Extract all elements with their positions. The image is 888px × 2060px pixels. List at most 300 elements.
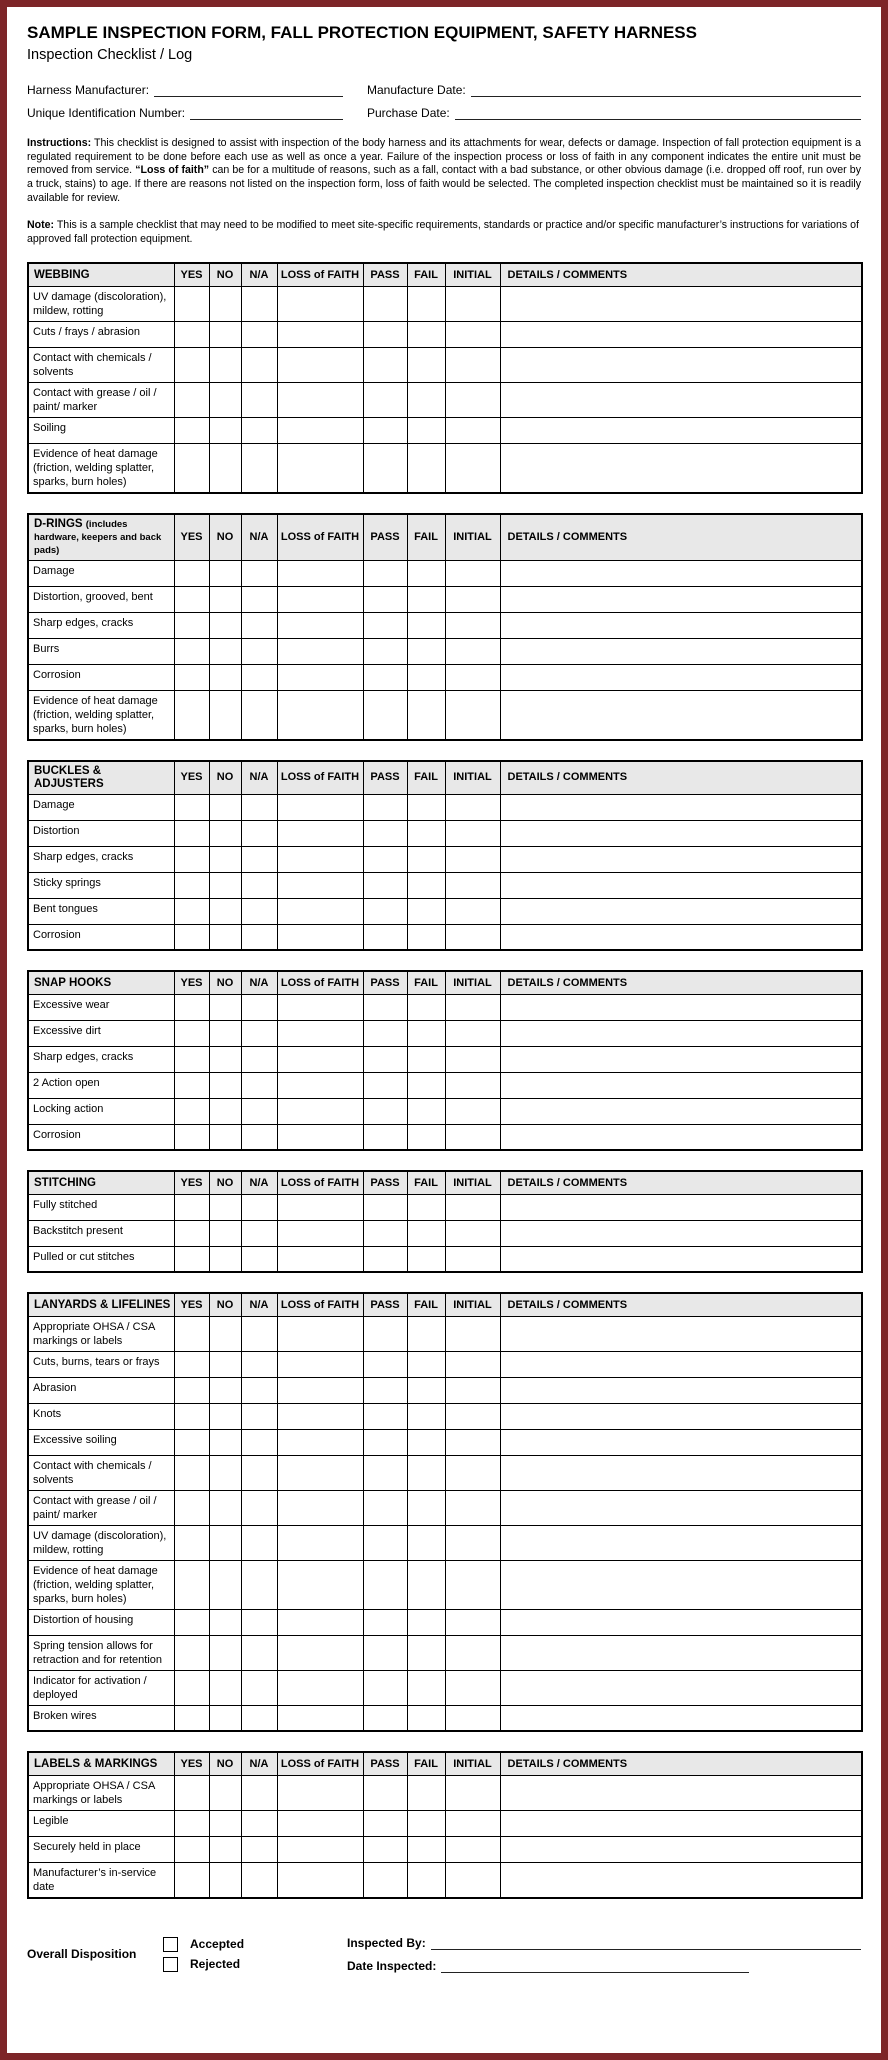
cell-na[interactable] [241, 638, 277, 664]
cell-details[interactable] [500, 1775, 862, 1810]
cell-no[interactable] [209, 1705, 241, 1731]
cell-yes[interactable] [174, 1194, 209, 1220]
cell-pass[interactable] [363, 1560, 407, 1609]
cell-details[interactable] [500, 1862, 862, 1898]
cell-details[interactable] [500, 1316, 862, 1351]
cell-no[interactable] [209, 1810, 241, 1836]
cell-initial[interactable] [445, 382, 500, 417]
cell-yes[interactable] [174, 1072, 209, 1098]
cell-details[interactable] [500, 1810, 862, 1836]
cell-na[interactable] [241, 1194, 277, 1220]
cell-yes[interactable] [174, 1455, 209, 1490]
cell-no[interactable] [209, 1775, 241, 1810]
cell-yes[interactable] [174, 1810, 209, 1836]
cell-yes[interactable] [174, 1020, 209, 1046]
cell-no[interactable] [209, 1124, 241, 1150]
cell-yes[interactable] [174, 1351, 209, 1377]
cell-details[interactable] [500, 1635, 862, 1670]
cell-na[interactable] [241, 1810, 277, 1836]
cell-fail[interactable] [407, 1316, 445, 1351]
cell-initial[interactable] [445, 1351, 500, 1377]
cell-yes[interactable] [174, 1490, 209, 1525]
cell-fail[interactable] [407, 1124, 445, 1150]
cell-fail[interactable] [407, 638, 445, 664]
cell-pass[interactable] [363, 286, 407, 321]
cell-no[interactable] [209, 443, 241, 493]
cell-na[interactable] [241, 794, 277, 820]
cell-no[interactable] [209, 1072, 241, 1098]
cell-initial[interactable] [445, 321, 500, 347]
cell-initial[interactable] [445, 872, 500, 898]
cell-yes[interactable] [174, 924, 209, 950]
cell-na[interactable] [241, 1124, 277, 1150]
cell-no[interactable] [209, 1316, 241, 1351]
cell-initial[interactable] [445, 1377, 500, 1403]
cell-no[interactable] [209, 1377, 241, 1403]
cell-initial[interactable] [445, 690, 500, 740]
cell-initial[interactable] [445, 1705, 500, 1731]
cell-na[interactable] [241, 1525, 277, 1560]
cell-pass[interactable] [363, 1775, 407, 1810]
cell-initial[interactable] [445, 1609, 500, 1635]
cell-loss-of-faith[interactable] [277, 1124, 363, 1150]
cell-loss-of-faith[interactable] [277, 382, 363, 417]
cell-fail[interactable] [407, 1836, 445, 1862]
cell-details[interactable] [500, 382, 862, 417]
cell-yes[interactable] [174, 1635, 209, 1670]
cell-details[interactable] [500, 1705, 862, 1731]
cell-yes[interactable] [174, 1124, 209, 1150]
cell-yes[interactable] [174, 1316, 209, 1351]
cell-details[interactable] [500, 1609, 862, 1635]
cell-details[interactable] [500, 286, 862, 321]
cell-no[interactable] [209, 1490, 241, 1525]
cell-no[interactable] [209, 872, 241, 898]
cell-pass[interactable] [363, 321, 407, 347]
cell-na[interactable] [241, 1775, 277, 1810]
cell-yes[interactable] [174, 664, 209, 690]
cell-pass[interactable] [363, 1072, 407, 1098]
cell-initial[interactable] [445, 560, 500, 586]
cell-na[interactable] [241, 1098, 277, 1124]
cell-fail[interactable] [407, 1810, 445, 1836]
cell-fail[interactable] [407, 1670, 445, 1705]
cell-no[interactable] [209, 1609, 241, 1635]
cell-loss-of-faith[interactable] [277, 1194, 363, 1220]
cell-na[interactable] [241, 1490, 277, 1525]
cell-no[interactable] [209, 1351, 241, 1377]
cell-details[interactable] [500, 417, 862, 443]
cell-loss-of-faith[interactable] [277, 417, 363, 443]
cell-loss-of-faith[interactable] [277, 1609, 363, 1635]
cell-pass[interactable] [363, 1670, 407, 1705]
cell-yes[interactable] [174, 1098, 209, 1124]
cell-pass[interactable] [363, 994, 407, 1020]
cell-initial[interactable] [445, 1046, 500, 1072]
cell-fail[interactable] [407, 417, 445, 443]
cell-no[interactable] [209, 1429, 241, 1455]
cell-details[interactable] [500, 794, 862, 820]
cell-pass[interactable] [363, 1377, 407, 1403]
cell-yes[interactable] [174, 417, 209, 443]
cell-na[interactable] [241, 690, 277, 740]
cell-loss-of-faith[interactable] [277, 1020, 363, 1046]
cell-fail[interactable] [407, 612, 445, 638]
cell-no[interactable] [209, 898, 241, 924]
cell-na[interactable] [241, 664, 277, 690]
cell-yes[interactable] [174, 560, 209, 586]
cell-loss-of-faith[interactable] [277, 1098, 363, 1124]
cell-pass[interactable] [363, 846, 407, 872]
cell-loss-of-faith[interactable] [277, 560, 363, 586]
cell-initial[interactable] [445, 586, 500, 612]
cell-loss-of-faith[interactable] [277, 872, 363, 898]
cell-no[interactable] [209, 1635, 241, 1670]
cell-pass[interactable] [363, 1862, 407, 1898]
cell-initial[interactable] [445, 417, 500, 443]
cell-no[interactable] [209, 794, 241, 820]
cell-pass[interactable] [363, 1403, 407, 1429]
cell-initial[interactable] [445, 638, 500, 664]
cell-details[interactable] [500, 994, 862, 1020]
cell-yes[interactable] [174, 1560, 209, 1609]
cell-initial[interactable] [445, 347, 500, 382]
cell-fail[interactable] [407, 1072, 445, 1098]
cell-no[interactable] [209, 1220, 241, 1246]
cell-loss-of-faith[interactable] [277, 846, 363, 872]
cell-no[interactable] [209, 382, 241, 417]
cell-na[interactable] [241, 560, 277, 586]
cell-fail[interactable] [407, 1635, 445, 1670]
cell-na[interactable] [241, 1377, 277, 1403]
cell-initial[interactable] [445, 1836, 500, 1862]
cell-details[interactable] [500, 1525, 862, 1560]
cell-na[interactable] [241, 1403, 277, 1429]
cell-fail[interactable] [407, 560, 445, 586]
cell-na[interactable] [241, 1609, 277, 1635]
cell-loss-of-faith[interactable] [277, 1403, 363, 1429]
cell-initial[interactable] [445, 846, 500, 872]
cell-yes[interactable] [174, 638, 209, 664]
cell-fail[interactable] [407, 924, 445, 950]
cell-no[interactable] [209, 417, 241, 443]
cell-initial[interactable] [445, 1455, 500, 1490]
cell-initial[interactable] [445, 612, 500, 638]
cell-details[interactable] [500, 1246, 862, 1272]
cell-details[interactable] [500, 1046, 862, 1072]
cell-pass[interactable] [363, 1046, 407, 1072]
cell-na[interactable] [241, 846, 277, 872]
cell-no[interactable] [209, 321, 241, 347]
cell-fail[interactable] [407, 1429, 445, 1455]
cell-na[interactable] [241, 1429, 277, 1455]
cell-initial[interactable] [445, 1403, 500, 1429]
cell-no[interactable] [209, 1836, 241, 1862]
cell-loss-of-faith[interactable] [277, 586, 363, 612]
cell-details[interactable] [500, 1020, 862, 1046]
cell-pass[interactable] [363, 586, 407, 612]
cell-fail[interactable] [407, 1609, 445, 1635]
cell-fail[interactable] [407, 898, 445, 924]
cell-details[interactable] [500, 347, 862, 382]
cell-initial[interactable] [445, 1810, 500, 1836]
cell-pass[interactable] [363, 1351, 407, 1377]
cell-no[interactable] [209, 586, 241, 612]
cell-na[interactable] [241, 1046, 277, 1072]
cell-fail[interactable] [407, 1525, 445, 1560]
cell-yes[interactable] [174, 1670, 209, 1705]
cell-na[interactable] [241, 1862, 277, 1898]
cell-details[interactable] [500, 1124, 862, 1150]
cell-fail[interactable] [407, 1046, 445, 1072]
cell-no[interactable] [209, 846, 241, 872]
cell-details[interactable] [500, 1351, 862, 1377]
cell-details[interactable] [500, 690, 862, 740]
cell-no[interactable] [209, 1525, 241, 1560]
cell-na[interactable] [241, 443, 277, 493]
cell-loss-of-faith[interactable] [277, 1246, 363, 1272]
cell-pass[interactable] [363, 417, 407, 443]
cell-fail[interactable] [407, 382, 445, 417]
cell-initial[interactable] [445, 1670, 500, 1705]
cell-na[interactable] [241, 417, 277, 443]
cell-no[interactable] [209, 612, 241, 638]
cell-details[interactable] [500, 846, 862, 872]
cell-loss-of-faith[interactable] [277, 638, 363, 664]
cell-initial[interactable] [445, 1490, 500, 1525]
cell-initial[interactable] [445, 443, 500, 493]
cell-yes[interactable] [174, 612, 209, 638]
cell-no[interactable] [209, 820, 241, 846]
cell-details[interactable] [500, 872, 862, 898]
cell-yes[interactable] [174, 820, 209, 846]
cell-details[interactable] [500, 1836, 862, 1862]
cell-yes[interactable] [174, 347, 209, 382]
cell-no[interactable] [209, 1862, 241, 1898]
cell-details[interactable] [500, 612, 862, 638]
cell-loss-of-faith[interactable] [277, 1072, 363, 1098]
cell-no[interactable] [209, 560, 241, 586]
cell-pass[interactable] [363, 1194, 407, 1220]
cell-pass[interactable] [363, 560, 407, 586]
cell-yes[interactable] [174, 898, 209, 924]
cell-pass[interactable] [363, 1455, 407, 1490]
cell-loss-of-faith[interactable] [277, 898, 363, 924]
cell-na[interactable] [241, 347, 277, 382]
cell-pass[interactable] [363, 1020, 407, 1046]
cell-loss-of-faith[interactable] [277, 1705, 363, 1731]
cell-no[interactable] [209, 1670, 241, 1705]
cell-no[interactable] [209, 1046, 241, 1072]
cell-pass[interactable] [363, 1810, 407, 1836]
cell-initial[interactable] [445, 1429, 500, 1455]
cell-fail[interactable] [407, 1775, 445, 1810]
cell-no[interactable] [209, 1455, 241, 1490]
cell-loss-of-faith[interactable] [277, 1377, 363, 1403]
cell-loss-of-faith[interactable] [277, 1670, 363, 1705]
cell-pass[interactable] [363, 690, 407, 740]
cell-initial[interactable] [445, 1124, 500, 1150]
cell-fail[interactable] [407, 1220, 445, 1246]
cell-details[interactable] [500, 1220, 862, 1246]
cell-details[interactable] [500, 924, 862, 950]
cell-loss-of-faith[interactable] [277, 1316, 363, 1351]
unique-id-input[interactable] [190, 106, 343, 120]
cell-details[interactable] [500, 560, 862, 586]
cell-no[interactable] [209, 1560, 241, 1609]
cell-na[interactable] [241, 1836, 277, 1862]
cell-details[interactable] [500, 1455, 862, 1490]
cell-no[interactable] [209, 994, 241, 1020]
cell-initial[interactable] [445, 820, 500, 846]
cell-yes[interactable] [174, 1836, 209, 1862]
cell-fail[interactable] [407, 443, 445, 493]
cell-yes[interactable] [174, 1705, 209, 1731]
cell-initial[interactable] [445, 1775, 500, 1810]
cell-fail[interactable] [407, 1705, 445, 1731]
cell-yes[interactable] [174, 1862, 209, 1898]
cell-loss-of-faith[interactable] [277, 1490, 363, 1525]
cell-fail[interactable] [407, 1351, 445, 1377]
cell-pass[interactable] [363, 1836, 407, 1862]
cell-yes[interactable] [174, 1775, 209, 1810]
cell-pass[interactable] [363, 1246, 407, 1272]
cell-initial[interactable] [445, 286, 500, 321]
cell-fail[interactable] [407, 1377, 445, 1403]
cell-fail[interactable] [407, 1560, 445, 1609]
cell-details[interactable] [500, 820, 862, 846]
cell-loss-of-faith[interactable] [277, 1862, 363, 1898]
cell-initial[interactable] [445, 924, 500, 950]
cell-yes[interactable] [174, 690, 209, 740]
harness-manufacturer-input[interactable] [154, 83, 343, 97]
cell-fail[interactable] [407, 690, 445, 740]
cell-loss-of-faith[interactable] [277, 1429, 363, 1455]
cell-initial[interactable] [445, 1862, 500, 1898]
cell-pass[interactable] [363, 898, 407, 924]
cell-no[interactable] [209, 638, 241, 664]
cell-yes[interactable] [174, 1525, 209, 1560]
cell-fail[interactable] [407, 1403, 445, 1429]
cell-details[interactable] [500, 443, 862, 493]
cell-pass[interactable] [363, 1220, 407, 1246]
cell-loss-of-faith[interactable] [277, 1220, 363, 1246]
manufacture-date-input[interactable] [471, 83, 861, 97]
cell-fail[interactable] [407, 1455, 445, 1490]
cell-yes[interactable] [174, 1609, 209, 1635]
cell-initial[interactable] [445, 1635, 500, 1670]
cell-details[interactable] [500, 1098, 862, 1124]
cell-na[interactable] [241, 994, 277, 1020]
cell-fail[interactable] [407, 1862, 445, 1898]
cell-no[interactable] [209, 1246, 241, 1272]
cell-yes[interactable] [174, 1046, 209, 1072]
inspected-by-input[interactable] [431, 1936, 861, 1950]
cell-yes[interactable] [174, 1403, 209, 1429]
cell-loss-of-faith[interactable] [277, 347, 363, 382]
cell-yes[interactable] [174, 846, 209, 872]
cell-no[interactable] [209, 1194, 241, 1220]
cell-fail[interactable] [407, 1194, 445, 1220]
cell-fail[interactable] [407, 286, 445, 321]
cell-pass[interactable] [363, 382, 407, 417]
cell-initial[interactable] [445, 1194, 500, 1220]
cell-pass[interactable] [363, 612, 407, 638]
cell-pass[interactable] [363, 638, 407, 664]
cell-pass[interactable] [363, 1429, 407, 1455]
cell-loss-of-faith[interactable] [277, 664, 363, 690]
cell-loss-of-faith[interactable] [277, 994, 363, 1020]
cell-fail[interactable] [407, 321, 445, 347]
cell-loss-of-faith[interactable] [277, 1455, 363, 1490]
cell-initial[interactable] [445, 1560, 500, 1609]
cell-loss-of-faith[interactable] [277, 286, 363, 321]
cell-na[interactable] [241, 898, 277, 924]
cell-initial[interactable] [445, 994, 500, 1020]
cell-details[interactable] [500, 1194, 862, 1220]
cell-pass[interactable] [363, 1609, 407, 1635]
cell-details[interactable] [500, 1490, 862, 1525]
cell-loss-of-faith[interactable] [277, 690, 363, 740]
cell-yes[interactable] [174, 1220, 209, 1246]
cell-pass[interactable] [363, 443, 407, 493]
cell-initial[interactable] [445, 1246, 500, 1272]
cell-na[interactable] [241, 382, 277, 417]
cell-na[interactable] [241, 1246, 277, 1272]
rejected-checkbox[interactable] [163, 1957, 178, 1972]
cell-na[interactable] [241, 1351, 277, 1377]
cell-yes[interactable] [174, 443, 209, 493]
cell-yes[interactable] [174, 286, 209, 321]
cell-initial[interactable] [445, 1525, 500, 1560]
cell-no[interactable] [209, 1020, 241, 1046]
cell-yes[interactable] [174, 872, 209, 898]
cell-na[interactable] [241, 1316, 277, 1351]
date-inspected-input[interactable] [441, 1959, 749, 1973]
cell-na[interactable] [241, 1455, 277, 1490]
cell-details[interactable] [500, 1670, 862, 1705]
cell-na[interactable] [241, 321, 277, 347]
cell-na[interactable] [241, 286, 277, 321]
cell-loss-of-faith[interactable] [277, 820, 363, 846]
cell-pass[interactable] [363, 1124, 407, 1150]
cell-na[interactable] [241, 586, 277, 612]
cell-initial[interactable] [445, 1220, 500, 1246]
cell-fail[interactable] [407, 872, 445, 898]
cell-loss-of-faith[interactable] [277, 612, 363, 638]
cell-na[interactable] [241, 1705, 277, 1731]
cell-fail[interactable] [407, 347, 445, 382]
cell-na[interactable] [241, 820, 277, 846]
cell-details[interactable] [500, 1072, 862, 1098]
cell-loss-of-faith[interactable] [277, 443, 363, 493]
cell-fail[interactable] [407, 586, 445, 612]
cell-details[interactable] [500, 1377, 862, 1403]
cell-yes[interactable] [174, 794, 209, 820]
cell-initial[interactable] [445, 664, 500, 690]
cell-yes[interactable] [174, 321, 209, 347]
cell-pass[interactable] [363, 1525, 407, 1560]
cell-pass[interactable] [363, 820, 407, 846]
accepted-checkbox[interactable] [163, 1937, 178, 1952]
cell-pass[interactable] [363, 1316, 407, 1351]
cell-details[interactable] [500, 1429, 862, 1455]
cell-initial[interactable] [445, 1098, 500, 1124]
cell-no[interactable] [209, 690, 241, 740]
cell-details[interactable] [500, 586, 862, 612]
cell-initial[interactable] [445, 898, 500, 924]
cell-yes[interactable] [174, 1429, 209, 1455]
